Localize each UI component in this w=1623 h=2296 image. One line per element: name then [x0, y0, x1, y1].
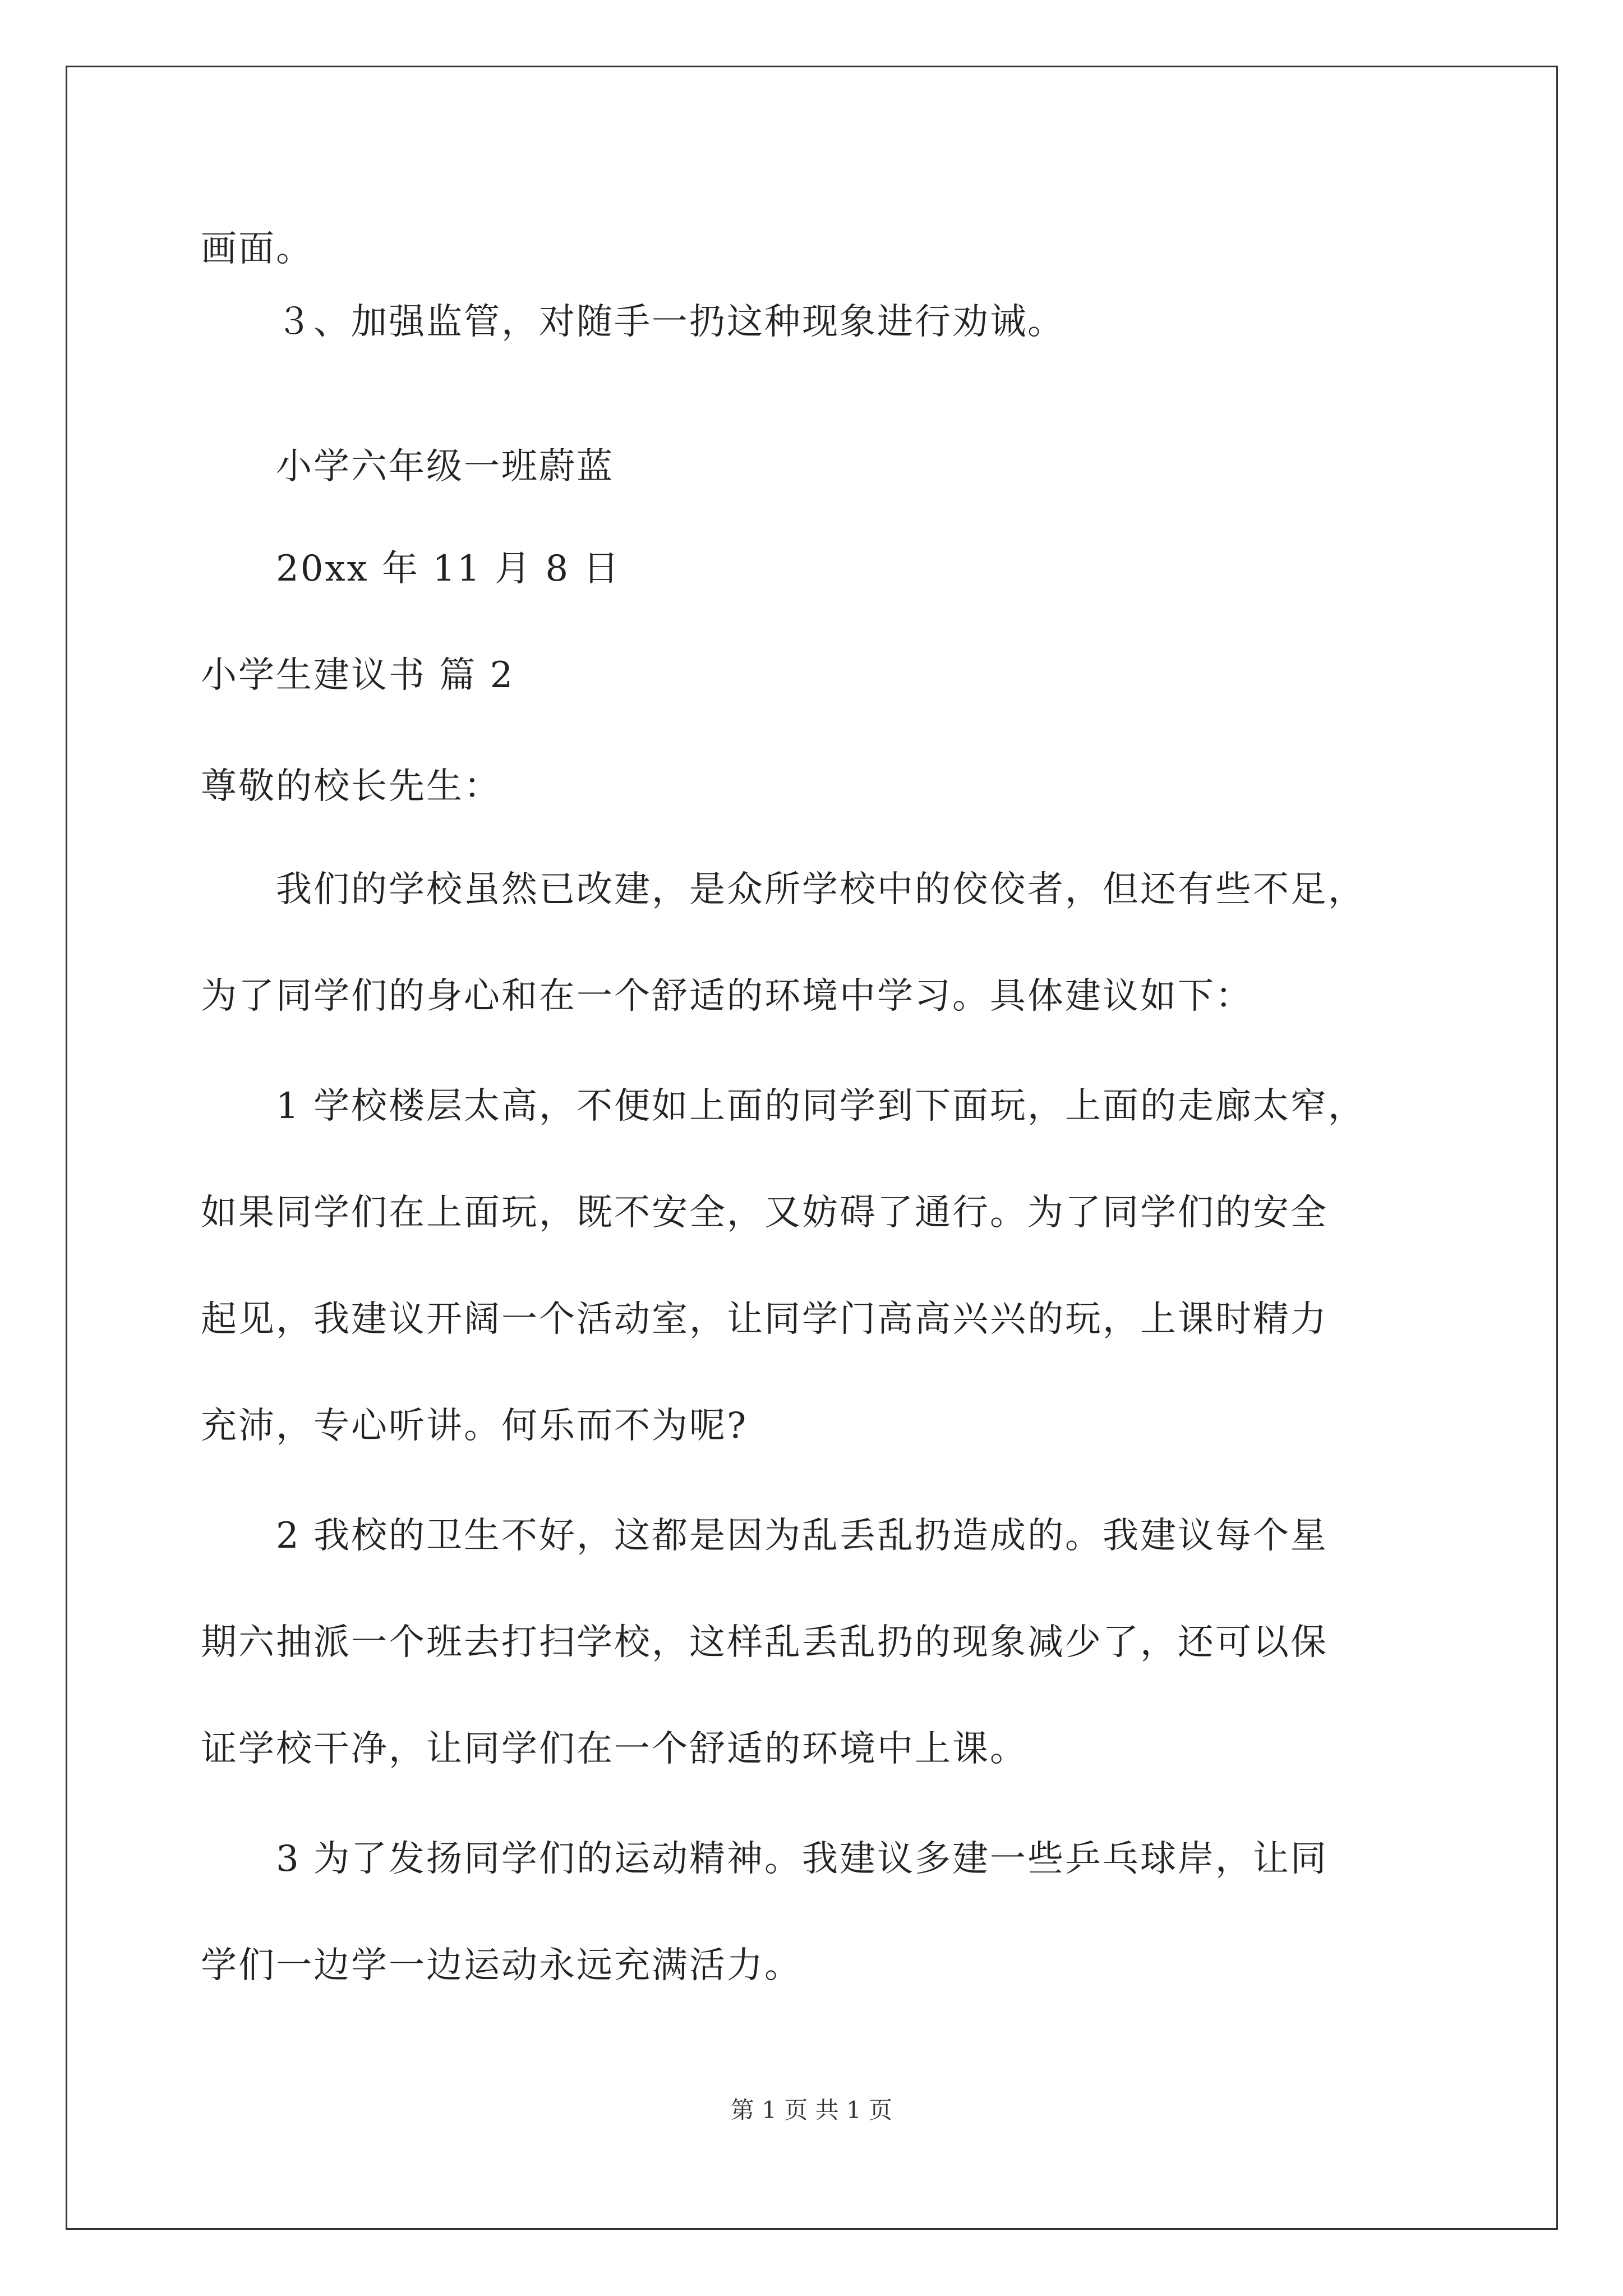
- paragraph-line: 我们的学校虽然已改建，是众所学校中的佼佼者，但还有些不足，: [276, 869, 1366, 910]
- paragraph-line: 证学校干净，让同学们在一个舒适的环境中上课。: [201, 1728, 1027, 1770]
- section-title: 小学生建议书 篇 2: [201, 655, 515, 696]
- signature-date: 20xx 年 11 月 8 日: [276, 548, 621, 590]
- paragraph-line: 3 为了发扬同学们的运动精神。我建议多建一些乒乓球岸，让同: [276, 1838, 1329, 1880]
- paragraph-line: 起见，我建议开阔一个活动室，让同学门高高兴兴的玩，上课时精力: [201, 1299, 1328, 1340]
- signature-class: 小学六年级一班蔚蓝: [276, 446, 614, 487]
- text-line-continuation: 画面。: [201, 228, 313, 270]
- paragraph-line: 为了同学们的身心和在一个舒适的环境中学习。具体建议如下：: [201, 976, 1253, 1017]
- paragraph-line: 学们一边学一边运动永远充满活力。: [201, 1945, 802, 1986]
- salutation: 尊敬的校长先生：: [201, 766, 501, 807]
- text-line-point-3: ３、加强监管，对随手一扔这种现象进行劝诫。: [276, 301, 1065, 343]
- paragraph-line: 如果同学们在上面玩，既不安全，又妨碍了通行。为了同学们的安全: [201, 1192, 1328, 1234]
- paragraph-line: 充沛，专心听讲。何乐而不为呢?: [201, 1405, 748, 1447]
- page-border: [66, 66, 1558, 2230]
- paragraph-line: 1 学校楼层太高，不便如上面的同学到下面玩，上面的走廊太窄，: [276, 1085, 1366, 1127]
- paragraph-line: 2 我校的卫生不好，这都是因为乱丢乱扔造成的。我建议每个星: [276, 1515, 1329, 1557]
- page-footer: 第 1 页 共 1 页: [730, 2096, 893, 2124]
- paragraph-line: 期六抽派一个班去打扫学校，这样乱丢乱扔的现象减少了，还可以保: [201, 1622, 1328, 1663]
